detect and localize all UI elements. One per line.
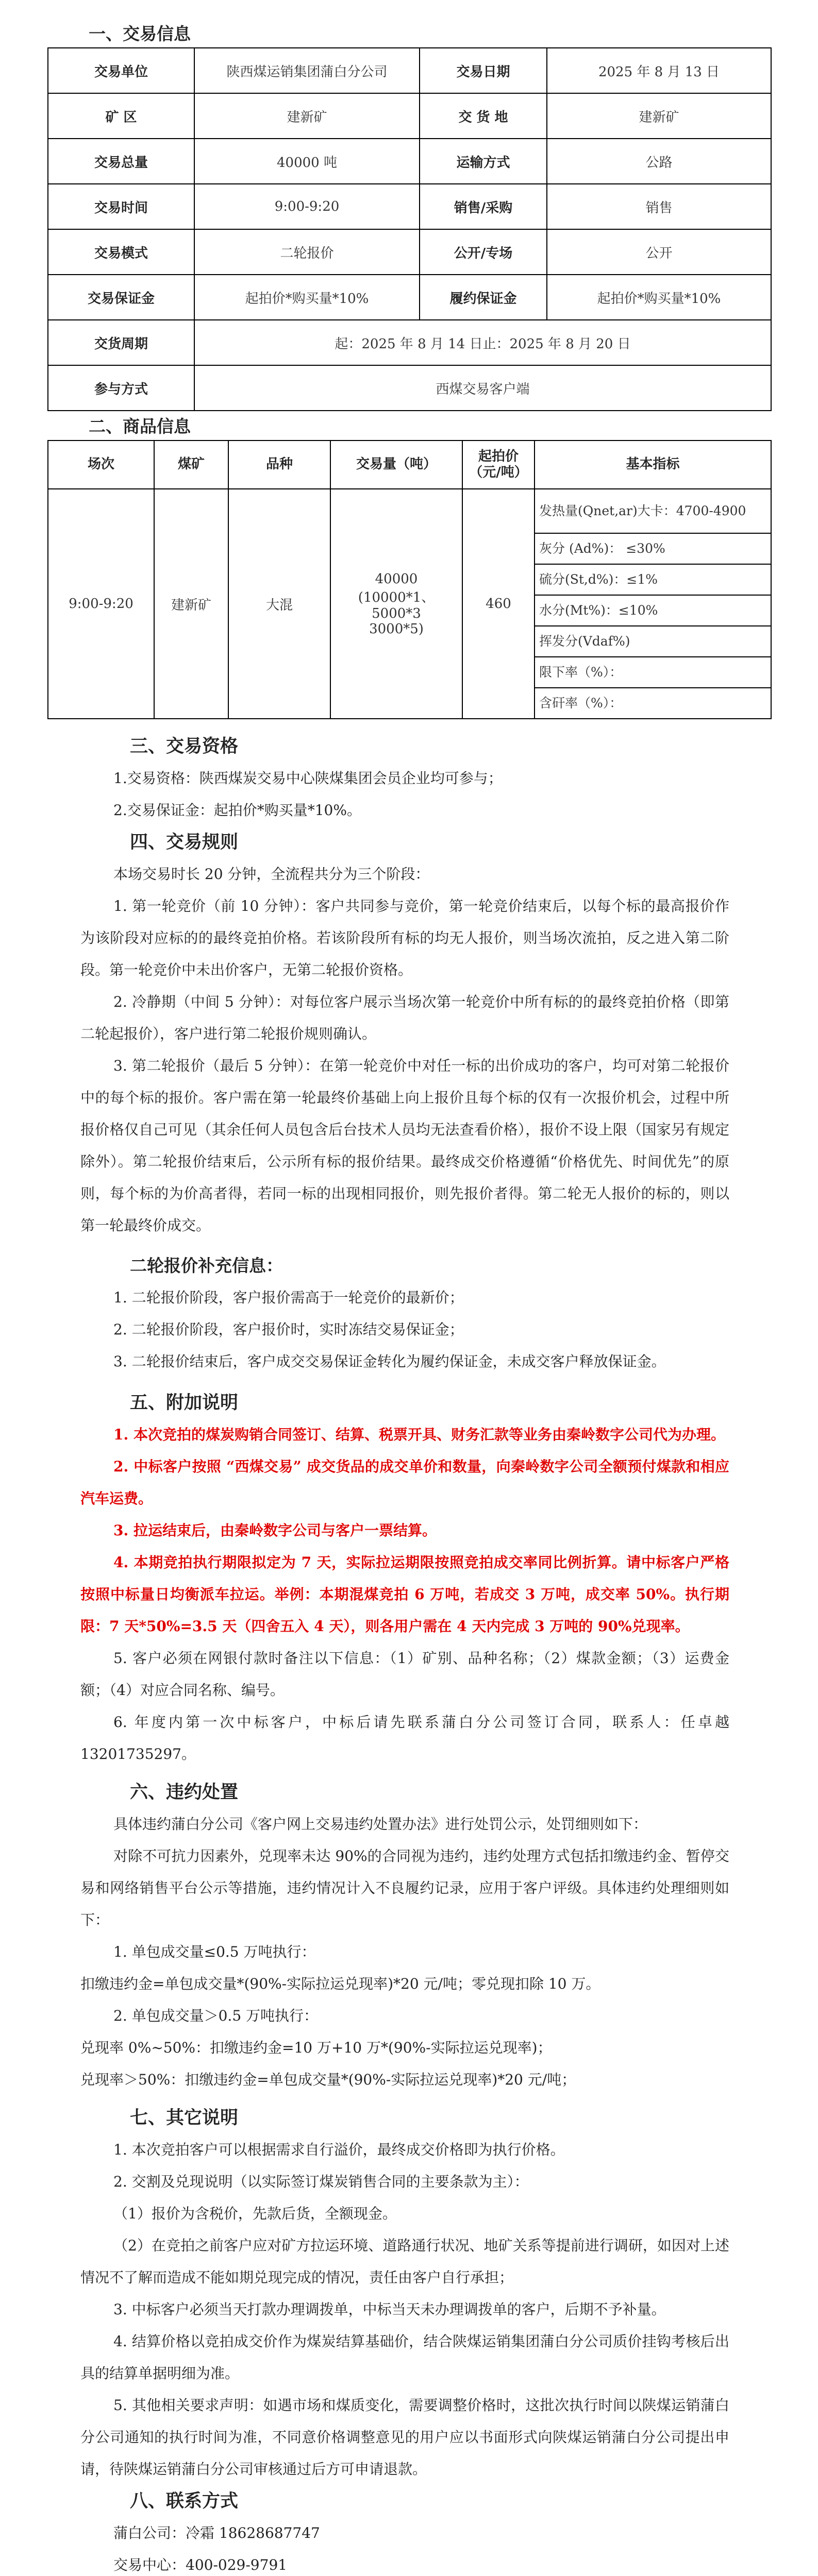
trade-field-value: 40000 吨 — [194, 139, 420, 184]
indicator-volatile: 挥发分(Vdaf%) — [535, 626, 771, 657]
cell-price: 460 — [462, 489, 535, 719]
additional-note-1: 1. 本次竞拍的煤炭购销合同签订、结算、税票开具、财务汇款等业务由秦岭数字公司代为办理。 — [113, 1426, 725, 1443]
qualification-item: 2.交易保证金：起拍价*购买量*10%。 — [113, 802, 361, 819]
cell-variety: 大混 — [228, 489, 330, 719]
trade-field-value: 公路 — [547, 139, 771, 184]
trade-field-label: 销售/采购 — [420, 184, 547, 229]
indicator-gangue: 含矸率（%）： — [535, 688, 771, 719]
trade-field-label: 矿 区 — [48, 93, 194, 139]
header-indicators: 基本指标 — [535, 440, 771, 489]
contact-center: 交易中心：400-029-9791 — [113, 2556, 288, 2573]
cell-session: 9:00-9:20 — [48, 489, 154, 719]
rules-stage-2: 2. 冷静期（中间 5 分钟）：对每位客户展示当场次第一轮竞价中所有标的的最终竞拍价格（即第二轮起报价），客户进行第二轮报价规则确认。 — [80, 993, 729, 1042]
join-label: 参与方式 — [48, 365, 194, 411]
second-round-item: 1. 二轮报价阶段，客户报价需高于一轮竞价的最新价； — [113, 1289, 464, 1306]
header-volume: 交易量（吨） — [330, 440, 462, 489]
trade-field-value: 销售 — [547, 184, 771, 229]
other-note-3: 3. 中标客户必须当天打款办理调拨单，中标当天未办理调拨单的客户，后期不予补量。 — [113, 2301, 666, 2318]
trade-field-value: 起拍价*购买量*10% — [194, 275, 420, 320]
rules-intro: 本场交易时长 20 分钟，全流程共分为三个阶段： — [113, 866, 430, 883]
section-contact-title: 八、联系方式 — [130, 2490, 239, 2512]
period-value: 起：2025 年 8 月 14 日止：2025 年 8 月 20 日 — [194, 320, 771, 365]
header-variety: 品种 — [228, 440, 330, 489]
indicator-ash: 灰分 (Ad%)： ≤30% — [535, 533, 771, 564]
trade-field-label: 交 货 地 — [420, 93, 547, 139]
other-note-2-1: （1）报价为含税价，先款后货，全额现金。 — [113, 2205, 397, 2222]
cell-volume — [330, 489, 462, 719]
section-other-title: 七、其它说明 — [130, 2107, 239, 2128]
other-note-4: 4. 结算价格以竞拍成交价作为煤炭结算基础价，结合陕煤运销集团蒲白分公司质价挂钩考核后出具的结算单据明细为准。 — [80, 2333, 729, 2382]
indicator-undersize: 限下率（%）： — [535, 657, 771, 688]
trade-field-value: 2025 年 8 月 13 日 — [547, 48, 771, 93]
other-note-5: 5. 其他相关要求声明：如遇市场和煤质变化，需要调整价格时，这批次执行时间以陕煤运销蒲白分公司通知的执行时间为准，不同意价格调整意见的用户应以书面形式向陕煤运销蒲白分公司提出申请，待陕煤运销蒲白分公司审核通过后方可申请退款。 — [80, 2397, 729, 2478]
trade-field-label: 交易单位 — [48, 48, 194, 93]
trade-field-value: 9:00-9:20 — [194, 184, 420, 229]
contact-pubai: 蒲白公司：冷霜 18628687747 — [113, 2524, 320, 2541]
section-trade-info-title: 一、交易信息 — [89, 24, 191, 44]
trade-field-value: 建新矿 — [547, 93, 771, 139]
additional-note-6: 6. 年度内第一次中标客户，中标后请先联系蒲白分公司签订合同，联系人：任卓越 13201735297。 — [80, 1714, 729, 1762]
violation-formula-1: 扣缴违约金=单包成交量*(90%-实际拉运兑现率)*20 元/吨；零兑现扣除 10 万。 — [80, 1975, 600, 1992]
additional-note-2: 2. 中标客户按照 “西煤交易” 成交货品的成交单价和数量，向秦岭数字公司全额预付煤款和相应汽车运费。 — [80, 1458, 729, 1507]
trade-field-label: 交易时间 — [48, 184, 194, 229]
volume-line: (10000*1、 — [358, 589, 435, 605]
trade-field-label: 交易日期 — [420, 48, 547, 93]
violation-case-2: 2. 单包成交量＞0.5 万吨执行： — [113, 2007, 319, 2024]
trade-field-value: 二轮报价 — [194, 229, 420, 275]
second-round-item: 2. 二轮报价阶段，客户报价时，实时冻结交易保证金； — [113, 1321, 464, 1338]
second-round-item: 3. 二轮报价结束后，客户成交交易保证金转化为履约保证金，未成交客户释放保证金。 — [113, 1353, 666, 1370]
volume-line: 3000*5) — [369, 621, 424, 637]
rules-stage-3: 3. 第二轮报价（最后 5 分钟）：在第一轮竞价中对任一标的出价成功的客户，均可对第二轮报价中的每个标的报价。客户需在第一轮最终价基础上向上报价且每个标的仅有一次报价机会，过程中所报价格仅自己可见（其余任何人员包含后台技术人员均无法查看价格），报价不设上限（国家另有规定除外）。第二轮报价结束后，公示所有标的报价结果。最终成交价格遵循“价格优先、时间优先”的原则，每个标的为价高者得，若同一标的出现相同报价，则先报价者得。第二轮无人报价的标的，则以第一轮最终价成交。 — [80, 1057, 729, 1234]
trade-field-value: 起拍价*购买量*10% — [547, 275, 771, 320]
cell-mine: 建新矿 — [154, 489, 228, 719]
violation-case-1: 1. 单包成交量≤0.5 万吨执行： — [113, 1943, 316, 1960]
goods-info-table — [47, 440, 772, 719]
join-value: 西煤交易客户端 — [194, 365, 771, 411]
rules-stage-1: 1. 第一轮竞价（前 10 分钟）：客户共同参与竞价，第一轮竞价结束后，以每个标的最高报价作为该阶段对应标的的最终竞拍价格。若该阶段所有标的均无人报价，则当场次流拍，反之进入第二阶段。第一轮竞价中未出价客户，无第二轮报价资格。 — [80, 897, 729, 978]
indicator-calorific: 发热量(Qnet,ar)大卡：4700-4900 — [535, 489, 771, 533]
additional-note-3: 3. 拉运结束后，由秦岭数字公司与客户一票结算。 — [113, 1522, 437, 1539]
other-note-2: 2. 交割及兑现说明（以实际签订煤炭销售合同的主要条款为主）： — [113, 2173, 529, 2190]
section-rules-title: 四、交易规则 — [130, 832, 239, 853]
violation-rule: 对除不可抗力因素外，兑现率未达 90%的合同视为违约，违约处理方式包括扣缴违约金、暂停交易和网络销售平台公示等措施，违约情况计入不良履约记录，应用于客户评级。具体违约处理细则如下： — [80, 1848, 729, 1928]
violation-formula-3: 兑现率＞50%：扣缴违约金=单包成交量*(90%-实际拉运兑现率)*20 元/吨； — [80, 2071, 576, 2088]
section-violation-title: 六、违约处置 — [130, 1782, 239, 1803]
indicator-sulfur: 硫分(St,d%)：≤1% — [535, 564, 771, 595]
section-qualification-title: 三、交易资格 — [130, 736, 239, 757]
indicator-moisture: 水分(Mt%)：≤10% — [535, 595, 771, 626]
trade-field-value: 建新矿 — [194, 93, 420, 139]
trade-field-label: 交易保证金 — [48, 275, 194, 320]
additional-note-4: 4. 本期竞拍执行期限拟定为 7 天，实际拉运期限按照竞拍成交率同比例折算。请中标客户严格按照中标量日均衡派车拉运。举例：本期混煤竞拍 6 万吨，若成交 3 万吨，成交率 50%。执行期限：7 天*50%=3.5 天（四舍五入 4 天），则各用户需在 4 天内完成 3 万吨的 90%兑现率。 — [80, 1554, 729, 1635]
volume-line: 5000*3 — [372, 605, 421, 621]
trade-field-label: 交易模式 — [48, 229, 194, 275]
trade-field-label: 公开/专场 — [420, 229, 547, 275]
period-label: 交货周期 — [48, 320, 194, 365]
other-note-1: 1. 本次竞拍客户可以根据需求自行溢价，最终成交价格即为执行价格。 — [113, 2141, 565, 2158]
trade-info-table — [47, 47, 772, 411]
violation-formula-2: 兑现率 0%~50%：扣缴违约金=10 万+10 万*(90%-实际拉运兑现率)； — [80, 2039, 552, 2056]
header-session: 场次 — [48, 440, 154, 489]
volume-line: 40000 — [375, 571, 418, 587]
section-additional-title: 五、附加说明 — [130, 1392, 239, 1413]
header-mine: 煤矿 — [154, 440, 228, 489]
second-round-title: 二轮报价补充信息： — [130, 1256, 283, 1276]
trade-field-value: 公开 — [547, 229, 771, 275]
violation-intro: 具体违约蒲白分公司《客户网上交易违约处置办法》进行处罚公示，处罚细则如下： — [113, 1816, 648, 1833]
qualification-item: 1.交易资格：陕西煤炭交易中心陕煤集团会员企业均可参与； — [113, 770, 503, 787]
section-goods-info-title: 二、商品信息 — [89, 416, 191, 436]
other-note-2-2: （2）在竞拍之前客户应对矿方拉运环境、道路通行状况、地矿关系等提前进行调研，如因对上述情况不了解而造成不能如期兑现完成的情况，责任由客户自行承担； — [80, 2237, 729, 2286]
trade-field-label: 履约保证金 — [420, 275, 547, 320]
trade-field-value: 陕西煤运销集团蒲白分公司 — [194, 48, 420, 93]
trade-field-label: 交易总量 — [48, 139, 194, 184]
trade-field-label: 运输方式 — [420, 139, 547, 184]
additional-note-5: 5. 客户必须在网银付款时备注以下信息：（1）矿别、品种名称；（2）煤款金额；（3）运费金额；（4）对应合同名称、编号。 — [80, 1650, 729, 1699]
header-price: 起拍价（元/吨） — [462, 440, 535, 489]
